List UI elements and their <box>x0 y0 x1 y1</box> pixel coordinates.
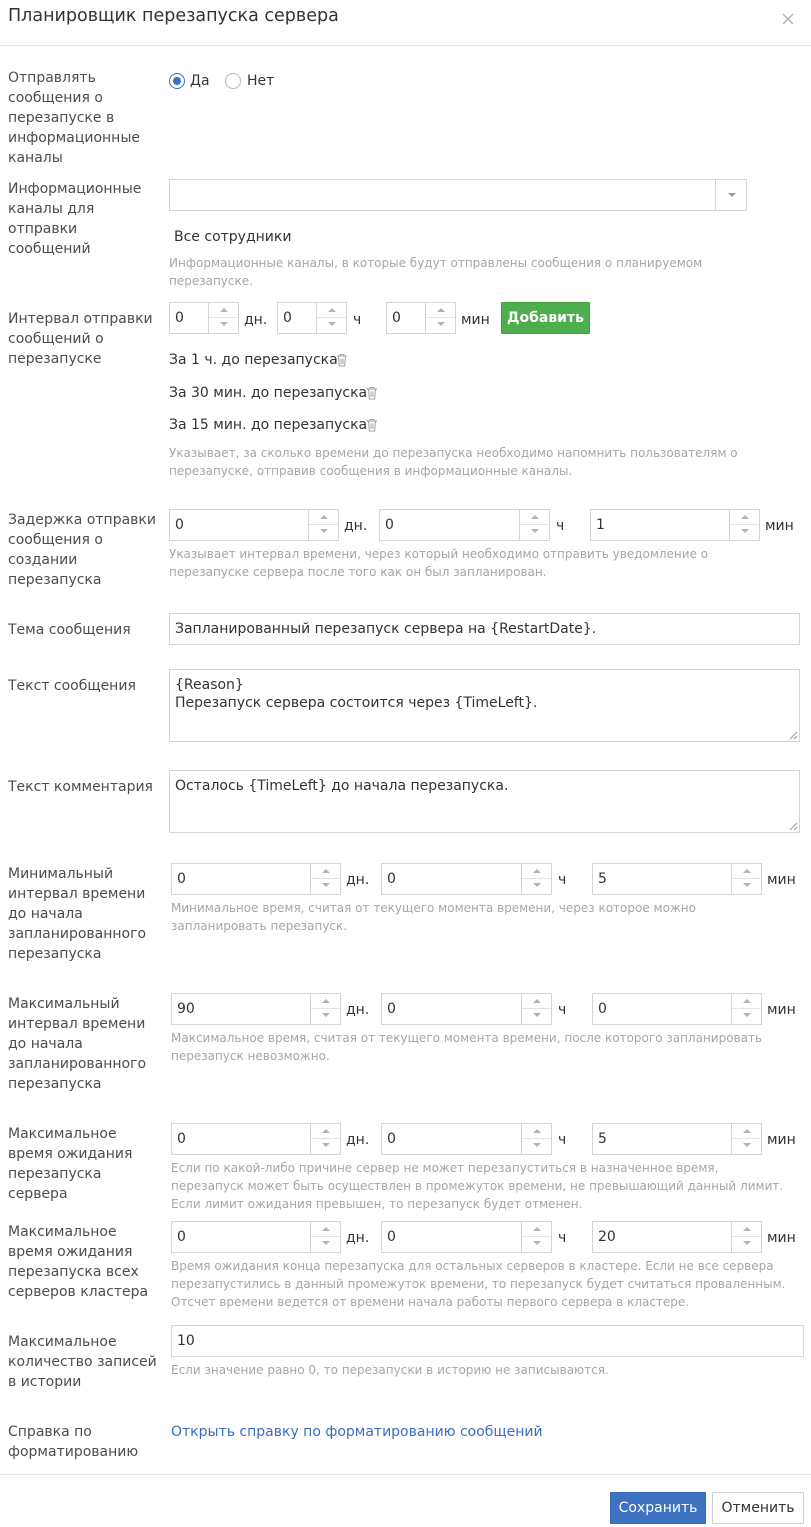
subject-value: Запланированный перезапуск сервера на {RestartDate}. <box>175 621 597 637</box>
increment-icon[interactable] <box>732 994 761 1009</box>
increment-icon[interactable] <box>317 303 346 318</box>
max-wait-cluster-label: Максимальное время ожидания перезапуска всех серверов кластера <box>8 1224 149 1300</box>
radio-no-label[interactable]: Нет <box>247 73 275 89</box>
history-value: 10 <box>177 1333 195 1349</box>
min-interval-minutes-value: 5 <box>598 871 607 887</box>
message-value: {Reason} Перезапуск сервера состоится через {TimeLeft}. <box>175 677 538 711</box>
decrement-icon[interactable] <box>311 1009 340 1024</box>
increment-icon[interactable] <box>730 510 759 525</box>
increment-icon[interactable] <box>426 303 455 318</box>
channels-hint: Информационные каналы, в которые будут отправлены сообщения о планируемом перезапуске. <box>169 256 703 288</box>
comment-value: Осталось {TimeLeft} до начала перезапуска. <box>175 778 509 794</box>
history-hint: Если значение равно 0, то перезапуски в историю не записываются. <box>171 1363 609 1377</box>
interval-days-value: 0 <box>175 310 184 326</box>
footer-divider <box>0 1474 811 1475</box>
increment-icon[interactable] <box>522 994 551 1009</box>
decrement-icon[interactable] <box>522 879 551 894</box>
max-wait-hours-value: 0 <box>387 1131 396 1147</box>
max-wait-hint: Если по какой-либо причине сервер не может перезапуститься в назначенное время, перезапуск может быть осуществлен в промежуток времени, не превышающий данный лимит. Если лимит ожидания превышен, то перезапуск будет отменен. <box>171 1161 784 1211</box>
max-wait-days-input[interactable] <box>171 1123 341 1155</box>
interval-item: За 15 мин. до перезапуска <box>169 417 368 433</box>
max-wait-cluster-hours-input[interactable] <box>381 1221 552 1253</box>
decrement-icon[interactable] <box>426 318 455 333</box>
min-interval-hours-value: 0 <box>387 871 396 887</box>
add-interval-button[interactable]: Добавить <box>501 302 590 334</box>
max-interval-label: Максимальный интервал времени до начала запланированного перезапуска <box>8 996 147 1092</box>
resize-handle-icon[interactable] <box>788 730 798 740</box>
max-wait-days-value: 0 <box>177 1131 186 1147</box>
subject-input[interactable] <box>169 613 800 645</box>
trash-icon[interactable] <box>366 418 378 432</box>
max-wait-cluster-minutes-value: 20 <box>598 1229 616 1245</box>
delay-hours-unit: ч <box>556 518 565 534</box>
max-wait-days-unit: дн. <box>346 1132 370 1148</box>
increment-icon[interactable] <box>311 994 340 1009</box>
decrement-icon[interactable] <box>730 525 759 540</box>
help-link[interactable]: Открыть справку по форматированию сообщений <box>171 1424 543 1440</box>
subject-label: Тема сообщения <box>8 622 131 638</box>
max-wait-cluster-hours-unit: ч <box>558 1230 567 1246</box>
interval-minutes-value: 0 <box>392 310 401 326</box>
interval-hours-value: 0 <box>283 310 292 326</box>
max-wait-minutes-value: 5 <box>598 1131 607 1147</box>
channels-select[interactable] <box>169 179 747 211</box>
delay-days-unit: дн. <box>344 518 368 534</box>
max-interval-hours-unit: ч <box>558 1002 567 1018</box>
decrement-icon[interactable] <box>732 1139 761 1154</box>
decrement-icon[interactable] <box>311 1237 340 1252</box>
delay-hours-value: 0 <box>385 517 394 533</box>
decrement-icon[interactable] <box>732 1009 761 1024</box>
max-wait-cluster-hours-value: 0 <box>387 1229 396 1245</box>
chevron-down-icon[interactable] <box>715 180 746 210</box>
increment-icon[interactable] <box>522 1222 551 1237</box>
interval-label: Интервал отправки сообщений о перезапуске <box>8 311 153 367</box>
max-wait-cluster-days-value: 0 <box>177 1229 186 1245</box>
increment-icon[interactable] <box>732 864 761 879</box>
max-interval-minutes-value: 0 <box>598 1001 607 1017</box>
increment-icon[interactable] <box>209 303 238 318</box>
history-input[interactable] <box>171 1325 804 1357</box>
decrement-icon[interactable] <box>522 1237 551 1252</box>
radio-yes-label[interactable]: Да <box>190 73 210 89</box>
message-textarea[interactable] <box>169 669 800 742</box>
max-interval-hours-input[interactable] <box>381 993 552 1025</box>
max-interval-days-unit: дн. <box>346 1002 370 1018</box>
trash-icon[interactable] <box>366 386 378 400</box>
decrement-icon[interactable] <box>209 318 238 333</box>
max-wait-minutes-unit: мин <box>767 1132 796 1148</box>
radio-no[interactable] <box>225 73 241 89</box>
close-icon[interactable] <box>779 10 797 28</box>
channel-tag: Все сотрудники <box>174 229 292 245</box>
increment-icon[interactable] <box>311 864 340 879</box>
min-interval-hours-input[interactable] <box>381 863 552 895</box>
interval-hours-input[interactable] <box>277 302 347 334</box>
max-wait-minutes-input[interactable] <box>592 1123 762 1155</box>
dialog-header <box>0 0 811 46</box>
increment-icon[interactable] <box>309 510 338 525</box>
max-wait-cluster-days-unit: дн. <box>346 1230 370 1246</box>
increment-icon[interactable] <box>522 864 551 879</box>
delay-minutes-unit: мин <box>765 518 794 534</box>
comment-label: Текст комментария <box>8 779 153 795</box>
delay-minutes-value: 1 <box>596 517 605 533</box>
delay-hint: Указывает интервал времени, через который необходимо отправить уведомление о перезапуске сервера после того как он был запланирован. <box>169 547 709 579</box>
min-interval-minutes-unit: мин <box>767 872 796 888</box>
delay-days-input[interactable] <box>169 509 339 541</box>
increment-icon[interactable] <box>732 1222 761 1237</box>
message-label: Текст сообщения <box>8 678 136 694</box>
interval-minutes-unit: мин <box>461 312 490 328</box>
interval-item: За 1 ч. до перезапуска <box>169 352 338 368</box>
min-interval-days-input[interactable] <box>171 863 341 895</box>
max-interval-hint: Максимальное время, считая от текущего момента времени, после которого запланировать перезапуск невозможно. <box>171 1031 763 1063</box>
save-button[interactable]: Сохранить <box>610 1492 706 1524</box>
resize-handle-icon[interactable] <box>788 821 798 831</box>
increment-icon[interactable] <box>520 510 549 525</box>
max-wait-cluster-days-input[interactable] <box>171 1221 341 1253</box>
max-interval-days-input[interactable] <box>171 993 341 1025</box>
max-interval-minutes-unit: мин <box>767 1002 796 1018</box>
decrement-icon[interactable] <box>311 879 340 894</box>
decrement-icon[interactable] <box>317 318 346 333</box>
increment-icon[interactable] <box>732 1124 761 1139</box>
min-interval-label: Минимальный интервал времени до начала запланированного перезапуска <box>8 866 147 962</box>
delay-hours-input[interactable] <box>379 509 550 541</box>
max-interval-minutes-input[interactable] <box>592 993 762 1025</box>
decrement-icon[interactable] <box>311 1139 340 1154</box>
decrement-icon[interactable] <box>522 1009 551 1024</box>
max-wait-cluster-minutes-input[interactable] <box>592 1221 762 1253</box>
delay-days-value: 0 <box>175 517 184 533</box>
decrement-icon[interactable] <box>520 525 549 540</box>
max-wait-hours-unit: ч <box>558 1132 567 1148</box>
comment-textarea[interactable] <box>169 770 800 833</box>
increment-icon[interactable] <box>311 1222 340 1237</box>
max-interval-days-value: 90 <box>177 1001 195 1017</box>
help-label: Справка по форматированию <box>8 1424 139 1460</box>
interval-days-input[interactable] <box>169 302 239 334</box>
max-wait-cluster-hint: Время ожидания конца перезапуска для остальных серверов в кластере. Если не все сервера перезапустились в данный промежуток времени, то перезапуск будет считаться проваленным. Отсчет времени ведется от времени начала работы первого сервера в кластере. <box>171 1259 786 1309</box>
decrement-icon[interactable] <box>522 1139 551 1154</box>
radio-yes[interactable] <box>169 73 185 89</box>
interval-minutes-input[interactable] <box>386 302 456 334</box>
max-interval-hours-value: 0 <box>387 1001 396 1017</box>
interval-days-unit: дн. <box>244 312 268 328</box>
channels-label: Информационные каналы для отправки сообщений <box>8 181 142 257</box>
max-wait-hours-input[interactable] <box>381 1123 552 1155</box>
cancel-button[interactable]: Отменить <box>712 1492 804 1524</box>
interval-hours-unit: ч <box>353 312 362 328</box>
send-messages-label: Отправлять сообщения о перезапуске в информационные каналы <box>8 70 140 166</box>
increment-icon[interactable] <box>522 1124 551 1139</box>
trash-icon[interactable] <box>336 353 348 367</box>
delay-label: Задержка отправки сообщения о создании перезапуска <box>8 512 156 588</box>
delay-minutes-input[interactable] <box>590 509 760 541</box>
decrement-icon[interactable] <box>309 525 338 540</box>
max-wait-cluster-minutes-unit: мин <box>767 1230 796 1246</box>
max-wait-label: Максимальное время ожидания перезапуска сервера <box>8 1126 133 1202</box>
min-interval-days-unit: дн. <box>346 872 370 888</box>
decrement-icon[interactable] <box>732 879 761 894</box>
interval-item: За 30 мин. до перезапуска <box>169 385 368 401</box>
decrement-icon[interactable] <box>732 1237 761 1252</box>
min-interval-hint: Минимальное время, считая от текущего момента времени, через которое можно запланировать перезапуск. <box>171 901 696 933</box>
min-interval-hours-unit: ч <box>558 872 567 888</box>
min-interval-minutes-input[interactable] <box>592 863 762 895</box>
min-interval-days-value: 0 <box>177 871 186 887</box>
increment-icon[interactable] <box>311 1124 340 1139</box>
history-label: Максимальное количество записей в истории <box>8 1334 157 1390</box>
interval-hint: Указывает, за сколько времени до перезапуска необходимо напомнить пользователям о перезапуске, отправив сообщения в информационные каналы. <box>169 446 738 478</box>
dialog-title: Планировщик перезапуска сервера <box>8 6 339 26</box>
